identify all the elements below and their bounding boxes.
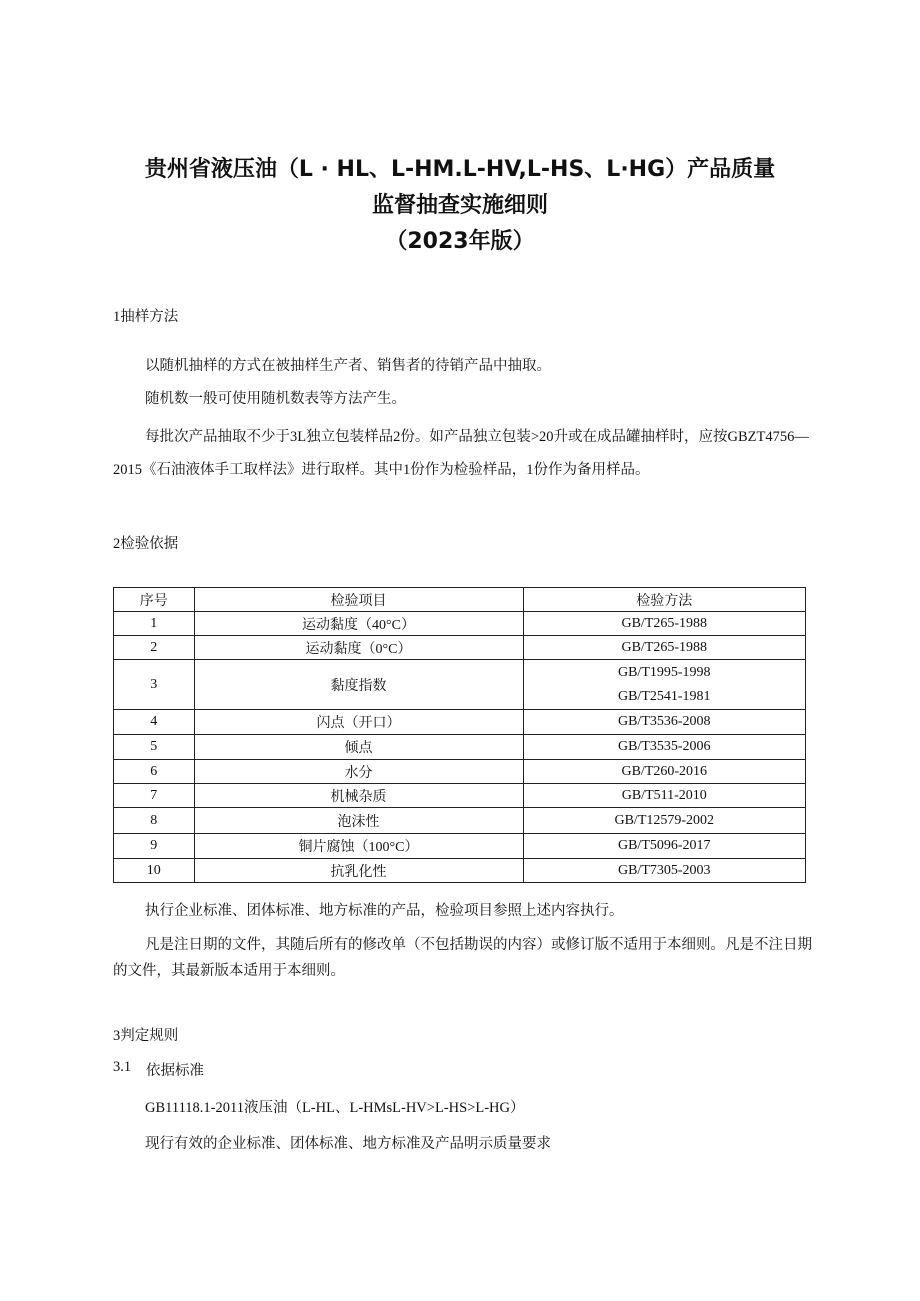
- section-1-heading: 1抽样方法: [113, 309, 179, 325]
- subsection-number: 3.1: [113, 1059, 132, 1075]
- row-method-line-2: GB/T2541-1981: [617, 688, 711, 704]
- section-3-paragraph-1: GB11118.1-2011液压油（L-HL、L-HMsL-HV>L-HS>L-HG）: [145, 1100, 525, 1116]
- row-item: 机械杂质: [194, 784, 523, 808]
- row-method: GB/T260-2016: [523, 760, 805, 784]
- section-1-paragraph-2: 随机数一般可使用随机数表等方法产生。: [145, 391, 406, 407]
- subsection-title: 依据标准: [146, 1063, 204, 1079]
- title-line-3: （2023年版）: [385, 229, 535, 254]
- header-no: 序号: [114, 588, 195, 612]
- row-no: 8: [114, 808, 195, 834]
- table-row: [114, 612, 806, 636]
- row-item: 倾点: [194, 735, 523, 760]
- row-method-line-1: GB/T1995-1998: [617, 664, 711, 680]
- row-method: GB/T7305-2003: [523, 859, 805, 883]
- row-item: 闪点（开口）: [194, 710, 523, 735]
- row-item: 运动黏度（40°C）: [194, 612, 523, 636]
- table-row: [114, 834, 806, 859]
- section-2-paragraph-1: 执行企业标准、团体标准、地方标准的产品，检验项目参照上述内容执行。: [145, 903, 624, 919]
- row-item: 水分: [194, 760, 523, 784]
- table-row: [114, 710, 806, 735]
- title-line-1: 贵州省液压油（L · HL、L-HM.L-HV,L-HS、L·HG）产品质量: [144, 157, 776, 182]
- row-method: GB/T3535-2006: [523, 735, 805, 760]
- row-no: 6: [114, 760, 195, 784]
- row-item: 泡沫性: [194, 808, 523, 834]
- row-method: GB/T265-1988: [523, 636, 805, 660]
- row-no: 7: [114, 784, 195, 808]
- section-2-paragraph-2: 凡是注日期的文件，其随后所有的修改单（不包括勘误的内容）或修订版不适用于本细则。凡是不注日期的文件，其最新版本适用于本细则。: [113, 937, 812, 979]
- table-row: [114, 760, 806, 784]
- section-1-paragraph-3: 每批次产品抽取不少于3L独立包装样品2份。如产品独立包装>20升或在成品罐抽样时，应按GBZT4756—2015《石油液体手工取样法》进行取样。其中1份作为检验样品，1份作为备用样品。: [113, 429, 809, 478]
- table-row: [114, 636, 806, 660]
- table-row: [114, 660, 806, 710]
- row-item: 黏度指数: [194, 660, 523, 710]
- row-item: 运动黏度（0°C）: [194, 636, 523, 660]
- header-item: 检验项目: [194, 588, 523, 612]
- row-no: 3: [114, 660, 195, 710]
- row-method: GB/T265-1988: [523, 612, 805, 636]
- row-method: GB/T511-2010: [523, 784, 805, 808]
- section-1-paragraph-1: 以随机抽样的方式在被抽样生产者、销售者的待销产品中抽取。: [145, 358, 551, 374]
- table-row: [114, 735, 806, 760]
- row-method: GB/T5096-2017: [523, 834, 805, 859]
- row-no: 5: [114, 735, 195, 760]
- table-row: [114, 808, 806, 834]
- title-line-2: 监督抽查实施细则: [371, 193, 548, 218]
- section-3-paragraph-2: 现行有效的企业标准、团体标准、地方标准及产品明示质量要求: [145, 1136, 551, 1152]
- row-method-multi: [523, 660, 805, 710]
- header-method: 检验方法: [523, 588, 805, 612]
- row-no: 9: [114, 834, 195, 859]
- row-item: 抗乳化性: [194, 859, 523, 883]
- row-no: 10: [114, 859, 195, 883]
- table-row: [114, 859, 806, 883]
- inspection-table: [113, 587, 806, 883]
- table-header-row: [114, 588, 806, 612]
- section-2-heading: 2检验依据: [113, 536, 179, 552]
- row-no: 4: [114, 710, 195, 735]
- row-method: GB/T12579-2002: [523, 808, 805, 834]
- row-item: 铜片腐蚀（100°C）: [194, 834, 523, 859]
- row-method: GB/T3536-2008: [523, 710, 805, 735]
- table-row: [114, 784, 806, 808]
- document-title: [0, 152, 920, 260]
- section-3-heading: 3判定规则: [113, 1028, 179, 1044]
- row-no: 1: [114, 612, 195, 636]
- row-no: 2: [114, 636, 195, 660]
